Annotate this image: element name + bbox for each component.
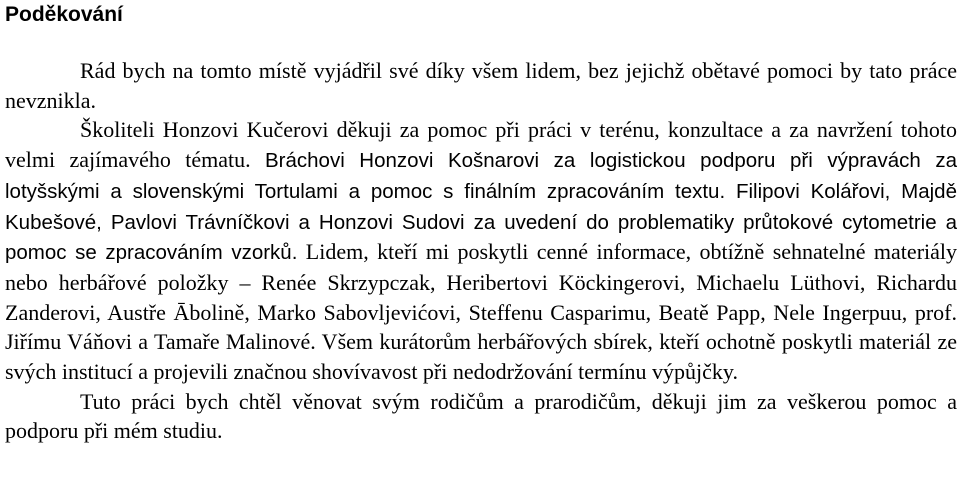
text-segment: Školiteli Honzovi Kučerovi děkuji za pomoc při práci v terénu, konzultace a za navržení tohoto velmi zajímavého tématu. (5, 117, 957, 173)
paragraph-thanks (5, 115, 957, 386)
text-segment-sans: Bráchovi Honzovi Košnarovi za logistickou podporu při výpravách za lotyšskými a slovenskými Tortulami a pomoc s finálním zpracováním textu. Filipovi Kolářovi, Majdě Kubešové, Pavlovi Trávníčkovi a Honzovi Sudovi za uvedení do problematiky průtokové cytometrie a pomoc se zpracováním vzorků. (5, 149, 957, 265)
paragraph-intro (5, 56, 957, 115)
text-segment: Tuto práci bych chtěl věnovat svým rodičům a prarodičům, děkuji jim za veškerou pomoc a podporu při mém studiu. (5, 388, 957, 444)
paragraph-dedication (5, 387, 957, 446)
acknowledgement-body (5, 56, 957, 446)
text-segment: Lidem, kteří mi poskytli cenné informace, obtížně sehnatelné materiály nebo herbářové položky – Renée Skrzypczak, Heribertovi Köckingerovi, Michaelu Lüthovi, Richardu Zanderovi, Austře Ābolině, Marko Sabovljevićovi, Steffenu Casparimu, Beatě Papp, Nele Ingerpuu, prof. Jiřímu Váňovi a Tamaře Malinové. Všem kurátorům herbářových sbírek, kteří ochotně poskytli materiál ze svých institucí a projevili značnou shovívavost při nedodržování termínu výpůjčky. (5, 239, 958, 385)
page-title: Poděkování (5, 3, 123, 26)
text-segment: Rád bych na tomto místě vyjádřil své díky všem lidem, bez jejichž obětavé pomoci by tato práce nevznikla. (5, 58, 957, 113)
